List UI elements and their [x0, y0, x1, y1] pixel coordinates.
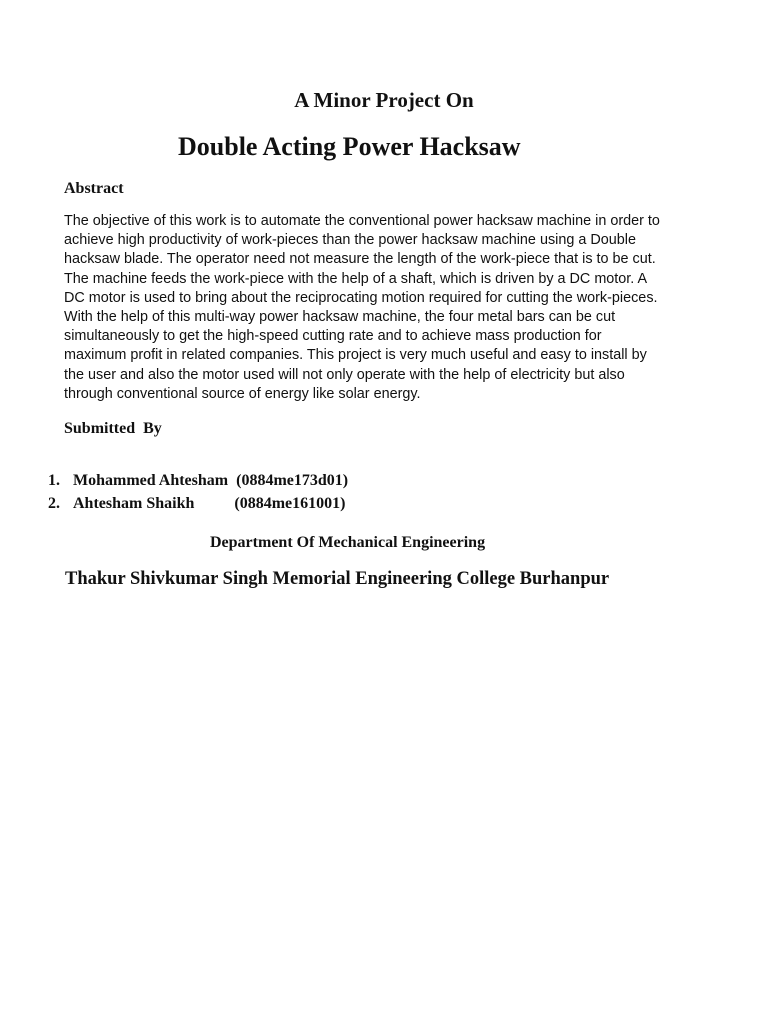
project-subtitle: A Minor Project On [294, 88, 474, 112]
department-name: Department Of Mechanical Engineering [210, 534, 486, 551]
abstract-line: the user and also the motor used will not only operate with the help of electricity but also [64, 366, 625, 383]
abstract-line: achieve high productivity of work-pieces than the power hacksaw machine using a Double [64, 232, 636, 249]
abstract-line: through conventional source of energy like solar energy. [64, 385, 421, 402]
abstract-line: DC motor is used to bring about the reciprocating motion required for cutting the work-pieces. [64, 289, 658, 306]
submitter-name: Ahtesham Shaikh (0884me161001) [73, 495, 346, 512]
abstract-line: With the help of this multi-way power hacksaw machine, the four metal bars can be cut [64, 309, 616, 326]
submitted-by-heading: Submitted By [64, 420, 162, 437]
project-title: Double Acting Power Hacksaw [178, 132, 521, 161]
college-name: Thakur Shivkumar Singh Memorial Engineering College Burhanpur [65, 569, 610, 589]
abstract-body [64, 212, 712, 404]
abstract-line: simultaneously to get the high-speed cutting rate and to achieve mass production for [64, 328, 602, 345]
abstract-line: The objective of this work is to automate the conventional power hacksaw machine in order to [64, 213, 660, 229]
abstract-line: hacksaw blade. The operator need not measure the length of the work-piece that is to be cut. [64, 251, 656, 268]
submitter-number: 1. [48, 472, 60, 489]
submitter-item [40, 477, 345, 513]
abstract-line: maximum profit in related companies. This project is very much useful and easy to install by [64, 347, 647, 364]
submitter-number: 2. [48, 495, 60, 512]
abstract-line: The machine feeds the work-piece with the help of a shaft, which is driven by a DC motor. A [64, 270, 648, 287]
abstract-heading: Abstract [64, 180, 124, 197]
submitter-name: Mohammed Ahtesham (0884me173d01) [73, 472, 349, 489]
